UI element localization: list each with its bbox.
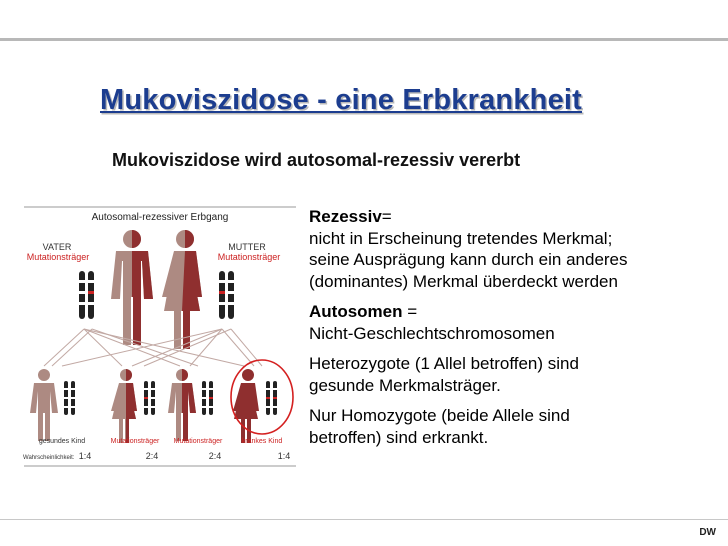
top-divider (0, 38, 728, 41)
child-label-1: gesundes Kind (38, 438, 86, 445)
ratio-1: 1:4 (78, 451, 92, 461)
child-2-chromosomes (144, 381, 155, 415)
child-label-3: Mutationsträger (173, 438, 223, 445)
definition-text-block (309, 206, 721, 457)
father-label: VATER (42, 242, 72, 252)
figure-heading: Autosomal-rezessiver Erbgang (91, 212, 229, 223)
definition-autosomen: Autosomen = Nicht-Geschlechtschromosomen (309, 302, 555, 343)
mother-sub-label: Mutationsträger (217, 252, 281, 262)
child-healthy-figure (30, 369, 58, 441)
child-4-chromosomes (266, 381, 277, 415)
child-carrier-girl-figure (111, 369, 137, 443)
footer-initials: DW (699, 527, 716, 538)
father-sub-label: Mutationsträger (26, 252, 90, 262)
mother-label: MUTTER (228, 242, 266, 252)
ratio-4: 1:4 (277, 451, 291, 461)
slide-title: Mukoviszidose - eine Erbkrankheit (100, 84, 583, 116)
probability-label: Wahrscheinlichkeit: (23, 455, 75, 461)
term-autosomen: Autosomen (309, 302, 403, 321)
mother-figure (162, 230, 202, 349)
ratio-3: 2:4 (208, 451, 222, 461)
bottom-divider (0, 519, 728, 520)
term-rezessiv: Rezessiv (309, 207, 382, 226)
statement-heterozygote: Heterozygote (1 Allel betroffen) sind gesunde Merkmalsträger. (309, 354, 579, 395)
mother-chromosomes (219, 271, 234, 319)
child-1-chromosomes (64, 381, 75, 415)
statement-homozygote: Nur Homozygote (beide Allele sind betroffen) sind erkrankt. (309, 406, 570, 447)
definition-rezessiv: Rezessiv= nicht in Erscheinung tretendes Merkmal; seine Ausprägung kann durch ein anderes (dominantes) Merkmal überdeckt werden (309, 207, 628, 291)
inheritance-diagram (22, 201, 298, 471)
ratio-2: 2:4 (145, 451, 159, 461)
child-label-4: krankes Kind (241, 438, 283, 445)
inheritance-lines (44, 329, 262, 366)
child-label-2: Mutationsträger (110, 438, 160, 445)
father-figure (111, 230, 153, 345)
father-chromosomes (79, 271, 94, 319)
child-3-chromosomes (202, 381, 213, 415)
child-carrier-boy-figure (168, 369, 196, 441)
child-affected-figure (233, 369, 259, 443)
slide-subtitle: Mukoviszidose wird autosomal-rezessiv vererbt (112, 150, 521, 170)
